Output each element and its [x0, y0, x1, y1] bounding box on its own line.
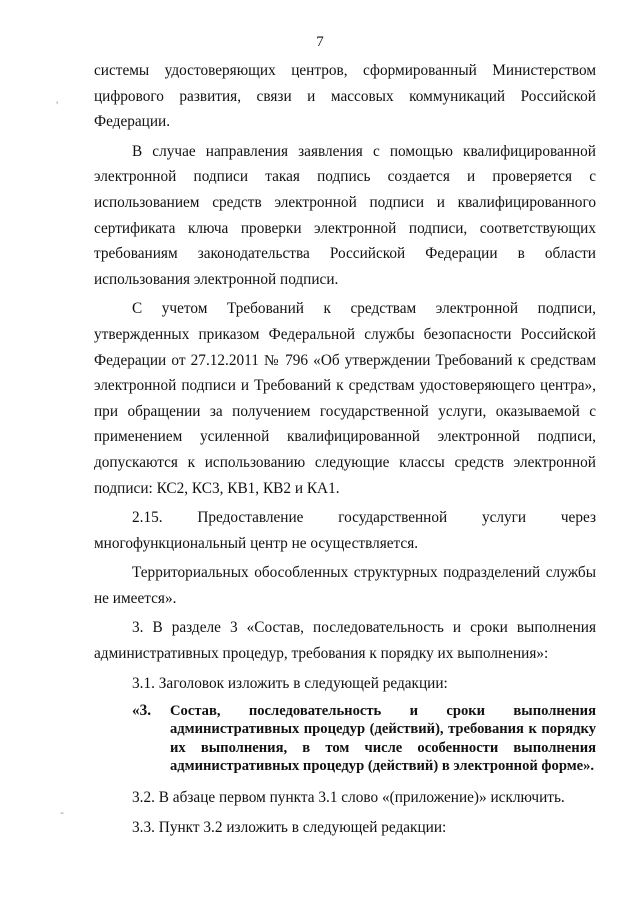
paragraph-electronic-signature: В случае направления заявления с помощью квалифицированной электронной подписи такая подпись создается и проверяется с использованием средств электронной подписи и квалифицированного сертификата ключа проверки электронной подписи, соответствующих требованиям законодательства Российской Федерации в области использования электронной подписи. — [94, 142, 596, 288]
p215-word: государственной — [338, 509, 448, 527]
paragraph-3-1: 3.1. Заголовок изложить в следующей редакции: — [132, 674, 448, 692]
heading-text: Состав, последовательность и сроки выполнения административных процедур (действий), требования к порядку их выполнения, в том числе особенности выполнения административных процедур (действий) в электронной форме». — [170, 703, 596, 774]
paragraph-2-15-rest: многофункциональный центр не осуществляется. — [94, 534, 419, 552]
scan-mark: - — [60, 805, 64, 819]
paragraph-3-3: 3.3. Пункт 3.2 изложить в следующей редакции: — [132, 818, 447, 836]
quoted-heading — [94, 702, 596, 775]
document-body — [94, 58, 596, 840]
p215-word: услуги — [481, 509, 527, 527]
paragraph-section-3: 3. В разделе 3 «Состав, последовательность и сроки выполнения административных процедур, требования к порядку их выполнения»: — [94, 619, 596, 663]
paragraph-signature-requirements: С учетом Требований к средствам электронной подписи, утвержденных приказом Федеральной службы безопасности Российской Федерации от 27.12.2011 № 796 «Об утверждении Требований к средствам электронной подписи и Требований к средствам удостоверяющего центра», при обращении за получением государственной услуги, оказываемой с применением усиленной квалифицированной электронной подписи, допускаются к использованию следующие классы средств электронной подписи: КС2, КС3, КВ1, КВ2 и КА1. — [94, 300, 596, 497]
paragraph-2-15-line — [94, 505, 596, 531]
paragraph-3-2: 3.2. В абзаце первом пункта 3.1 слово «(приложение)» исключить. — [132, 789, 565, 807]
page-number: 7 — [316, 34, 324, 50]
heading-quote-number: «3. — [132, 702, 152, 720]
p215-word: через — [560, 509, 596, 527]
paragraph-territorial: Территориальных обособленных структурных подразделений службы не имеется». — [94, 564, 596, 607]
scan-mark: ' — [56, 98, 59, 112]
p215-word: 2.15. — [132, 509, 163, 527]
p215-word: Предоставление — [197, 509, 304, 527]
paragraph-continuation: системы удостоверяющих центров, сформированный Министерством цифрового развития, связи и массовых коммуникаций Российской Федерации. — [94, 62, 596, 131]
